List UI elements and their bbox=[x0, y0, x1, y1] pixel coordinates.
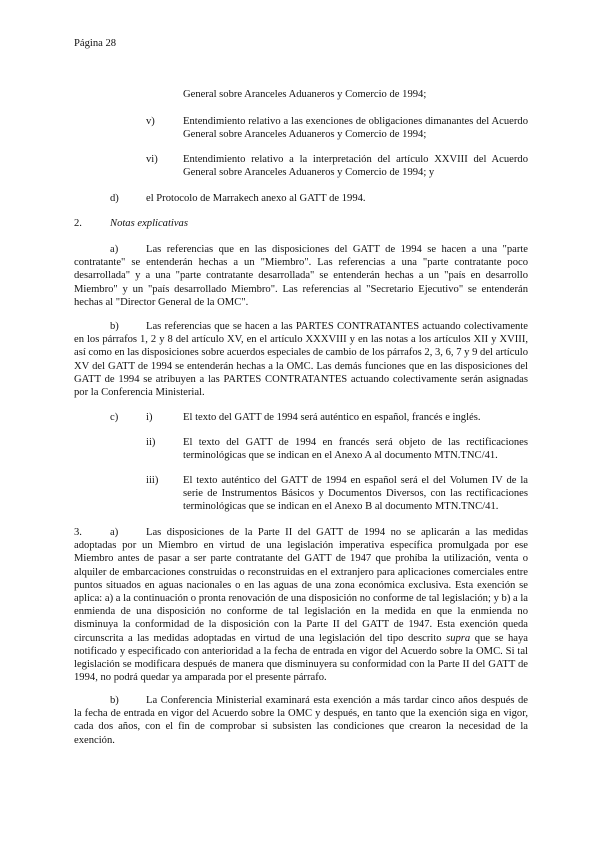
list-item-vi: Entendimiento relativo a la interpretación del artículo XXVIII del Acuerdo General sobre Aranceles Aduaneros y Comercio de 1994; y bbox=[183, 154, 528, 179]
section-2-b-marker: b) bbox=[110, 321, 119, 332]
list-item-continuation: General sobre Aranceles Aduaneros y Comercio de 1994; bbox=[183, 89, 427, 100]
section-3-a-italic-word: supra bbox=[446, 632, 471, 644]
section-2-a-marker: a) bbox=[110, 244, 119, 255]
section-2-c-ii-marker: ii) bbox=[146, 437, 156, 448]
section-2-c-i-marker: i) bbox=[146, 412, 153, 423]
section-2-c-iii-text: El texto auténtico del GATT de 1994 en español será el del Volumen IV de la serie de Instrumentos Básicos y Documentos Diversos, con las rectificaciones terminológicas que se indican en el Anexo B al documento MTN.TNC/41. bbox=[183, 475, 528, 513]
section-2-c-marker: c) bbox=[110, 412, 119, 423]
section-3-b-paragraph: La Conferencia Ministerial examinará esta exención a más tardar cinco años después de la fecha de entrada en vigor del Acuerdo sobre la OMC y después, en tanto que la exención siga en vigor, cada dos años, con el fin de comprobar si subsisten las condiciones que crearon la necesidad de la exención. bbox=[74, 695, 528, 746]
section-2-c-ii-text: El texto del GATT de 1994 en francés será objeto de las rectificaciones terminológicas que se indican en el Anexo A al documento MTN.TNC/41. bbox=[183, 437, 528, 462]
page-number: Página 28 bbox=[74, 38, 117, 49]
section-2-number: 2. bbox=[74, 218, 82, 229]
section-3-a-paragraph bbox=[74, 526, 528, 684]
section-3-number: 3. bbox=[74, 527, 82, 538]
list-item-v: Entendimiento relativo a las exenciones de obligaciones dimanantes del Acuerdo General sobre Aranceles Aduaneros y Comercio de 1994; bbox=[183, 116, 528, 141]
section-2-title: Notas explicativas bbox=[110, 218, 188, 229]
list-marker-d: d) bbox=[110, 193, 119, 204]
list-item-d: el Protocolo de Marrakech anexo al GATT de 1994. bbox=[146, 193, 366, 204]
list-marker-vi: vi) bbox=[146, 154, 158, 165]
section-3-b-marker: b) bbox=[110, 695, 119, 706]
section-2-c-iii-marker: iii) bbox=[146, 475, 159, 486]
section-2-c-i-text: El texto del GATT de 1994 será auténtico en español, francés e inglés. bbox=[183, 412, 481, 423]
section-3-a-text-after: que se haya notificado y especificado con anterioridad a la fecha de entrada en vigor del Acuerdo sobre la OMC. Si tal legislación se modificara después de manera que disminuyera su conformidad con la Parte II del GATT de 1994, no podrá quedar ya amparada por el presente párrafo. bbox=[74, 632, 528, 684]
section-2-b-paragraph: Las referencias que se hacen a las PARTES CONTRATANTES actuando colectivamente en los párrafos 1, 2 y 8 del artículo XV, en el artículo XXXVIII y en las notas a los artículos XII y XVIII, así como en las disposiciones sobre acuerdos especiales de cambio de los párrafos 2, 3, 6, 7 y 9 del artículo XV del GATT de 1994 se entenderán hechas a la OMC. Las demás funciones que en las disposiciones del GATT de 1994 se atribuyen a las PARTES CONTRATANTES actuando colectivamente serán asignadas por la Conferencia Ministerial. bbox=[74, 321, 528, 399]
section-3-a-marker: a) bbox=[110, 527, 119, 538]
list-marker-v: v) bbox=[146, 116, 155, 127]
section-3-a-text-before: Las disposiciones de la Parte II del GATT de 1994 no se aplicarán a las medidas adoptadas por un Miembro en virtud de una legislación imperativa específica promulgada por ese Miembro antes de pasar a ser parte contratante del GATT de 1947 que prohíba la utilización, venta o alquiler de embarcaciones construidas o reconstruidas en el extranjero para aplicaciones comerciales entre puntos situados en aguas nacionales o en las aguas de una zona económica exclusiva. Esta exención se aplica: a) a la continuación o pronta renovación de una disposición no conforme de tal legislación; y b) a la enmienda de una disposición no conforme de tal legislación en la medida en que la enmienda no disminuya la conformidad de la disposición con la Parte II del GATT de 1947. Esta exención queda circunscrita a las medidas adoptadas en virtud de una legislación del tipo descrito bbox=[74, 527, 528, 644]
section-2-a-paragraph: Las referencias que en las disposiciones del GATT de 1994 se hacen a una "parte contratante" se entenderán hechas a un "Miembro". Las referencias a una "parte contratante poco desarrollada" y a una "parte contratante desarrollada" se entenderán hechas a un "país en desarrollo Miembro" y un "país desarrollado Miembro". Las referencias al "Secretario Ejecutivo" se entenderán hechas al "Director General de la OMC". bbox=[74, 244, 528, 308]
